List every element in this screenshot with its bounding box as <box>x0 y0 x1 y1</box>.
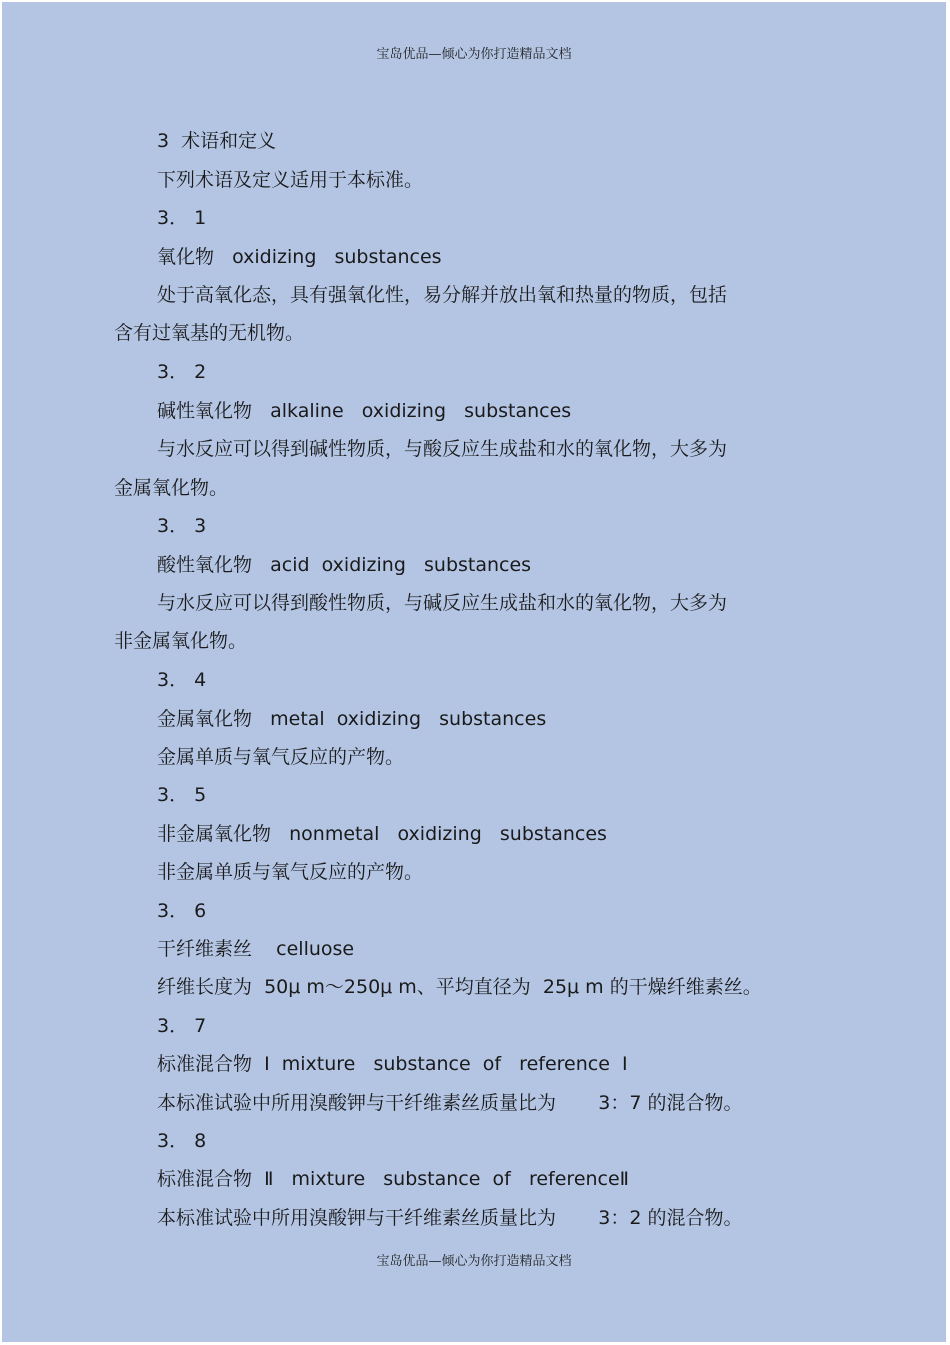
document-page <box>2 2 946 1342</box>
page-footer: 宝岛优品—倾心为你打造精品文档 <box>376 1254 572 1269</box>
section-intro: 下列术语及定义适用于本标准。 <box>157 169 424 191</box>
term-definition: 与水反应可以得到碱性物质，与酸反应生成盐和水的氧化物，大多为 <box>157 438 728 460</box>
term-number: 3． 5 <box>157 784 207 806</box>
term-definition: 处于高氧化态，具有强氧化性，易分解并放出氧和热量的物质，包括 <box>157 284 728 306</box>
term-title: 金属氧化物 metal oxidizing substances <box>157 708 547 730</box>
term-title: 氧化物 oxidizing substances <box>157 246 442 268</box>
term-number: 3． 8 <box>157 1130 207 1152</box>
term-definition: 本标准试验中所用溴酸钾与干纤维素丝质量比为 3：2 的混合物。 <box>157 1207 743 1229</box>
term-number: 3． 3 <box>157 515 207 537</box>
term-title: 标准混合物 I mixture substance of reference I <box>157 1053 628 1075</box>
term-definition: 纤维长度为 50μ m～250μ m、平均直径为 25μ m 的干燥纤维素丝。 <box>157 976 762 998</box>
term-definition: 金属单质与氧气反应的产物。 <box>157 746 405 768</box>
term-definition-continued: 含有过氧基的无机物。 <box>114 322 305 344</box>
section-heading: 3 术语和定义 <box>157 130 277 152</box>
term-title: 标准混合物 Ⅱ mixture substance of referenceⅡ <box>157 1168 630 1190</box>
term-definition: 本标准试验中所用溴酸钾与干纤维素丝质量比为 3：7 的混合物。 <box>157 1092 743 1114</box>
term-number: 3． 2 <box>157 361 207 383</box>
term-definition: 与水反应可以得到酸性物质，与碱反应生成盐和水的氧化物，大多为 <box>157 592 728 614</box>
term-definition: 非金属单质与氧气反应的产物。 <box>157 861 424 883</box>
term-title: 干纤维素丝 celluose <box>157 938 355 960</box>
term-number: 3． 4 <box>157 669 207 691</box>
term-title: 非金属氧化物 nonmetal oxidizing substances <box>157 823 607 845</box>
term-definition-continued: 非金属氧化物。 <box>114 630 248 652</box>
page-header: 宝岛优品—倾心为你打造精品文档 <box>376 47 572 62</box>
term-number: 3． 7 <box>157 1015 207 1037</box>
term-number: 3． 1 <box>157 207 207 229</box>
term-title: 酸性氧化物 acid oxidizing substances <box>157 554 532 576</box>
term-title: 碱性氧化物 alkaline oxidizing substances <box>157 400 572 422</box>
term-number: 3． 6 <box>157 900 207 922</box>
term-definition-continued: 金属氧化物。 <box>114 477 229 499</box>
